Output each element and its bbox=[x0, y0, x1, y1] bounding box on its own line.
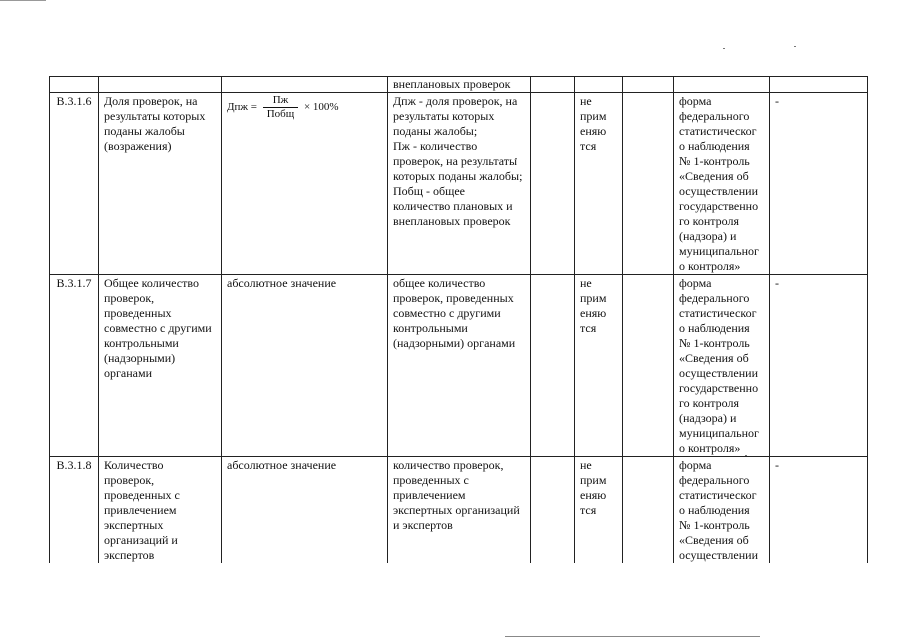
formula-fraction bbox=[263, 94, 299, 121]
cell-code bbox=[50, 77, 99, 93]
cell-code: В.3.1.8 bbox=[50, 457, 99, 564]
cell-empty bbox=[531, 457, 575, 564]
cell-note: - bbox=[770, 457, 868, 564]
table-row bbox=[50, 275, 868, 457]
cell-applicability: не прим еняю тся bbox=[575, 275, 623, 457]
formula-numerator: Пж bbox=[263, 94, 299, 108]
cell-empty bbox=[531, 275, 575, 457]
scan-artifact-line bbox=[0, 0, 46, 1]
cell-empty bbox=[623, 457, 674, 564]
cell-source bbox=[674, 77, 770, 93]
cell-empty bbox=[531, 93, 575, 275]
cell-name: Доля проверок, на результаты которых поданы жалобы (возражения) bbox=[99, 93, 222, 275]
formula-denominator: Побщ bbox=[266, 108, 295, 120]
cell-measure: абсолютное значение bbox=[222, 457, 388, 564]
cell-source: форма федерального статистическог о наблюдения № 1-контроль «Сведения об осуществлении bbox=[674, 457, 770, 564]
cell-measure: абсолютное значение bbox=[222, 275, 388, 457]
cell-applicability: не прим еняю тся bbox=[575, 93, 623, 275]
cell-definition: Дпж - доля проверок, на результаты которых поданы жалобы; Пж - количество проверок, на результаты которых поданы жалобы; Побщ - общее количество плановых и внеплановых проверок bbox=[388, 93, 531, 275]
cell-definition: внеплановых проверок bbox=[388, 77, 531, 93]
table-row-continuation bbox=[50, 77, 868, 93]
formula-multiplier: × 100% bbox=[303, 101, 339, 113]
cell-empty bbox=[531, 77, 575, 93]
cell-note bbox=[770, 77, 868, 93]
table-row bbox=[50, 93, 868, 275]
cell-formula bbox=[222, 77, 388, 93]
scan-speck bbox=[723, 48, 725, 49]
cell-name bbox=[99, 77, 222, 93]
cell-empty bbox=[623, 275, 674, 457]
cell-source: форма федерального статистическог о наблюдения № 1-контроль «Сведения об осуществлении государственно го контроля (надзора) и муниципальног о контроля» bbox=[674, 275, 770, 457]
cell-note: - bbox=[770, 93, 868, 275]
cell-formula bbox=[222, 93, 388, 275]
cell-note: - bbox=[770, 275, 868, 457]
cell-code: В.3.1.6 bbox=[50, 93, 99, 275]
table-row bbox=[50, 457, 868, 564]
cell-name: Количество проверок, проведенных с привлечением экспертных организаций и экспертов bbox=[99, 457, 222, 564]
cell-applicability bbox=[575, 77, 623, 93]
cell-name: Общее количество проверок, проведенных совместно с другими контрольными (надзорными) органами bbox=[99, 275, 222, 457]
cell-definition: количество проверок, проведенных с привлечением экспертных организаций и экспертов bbox=[388, 457, 531, 564]
cell-empty bbox=[623, 93, 674, 275]
cell-applicability: не прим еняю тся bbox=[575, 457, 623, 564]
indicators-table bbox=[49, 76, 868, 563]
scan-speck bbox=[794, 46, 796, 47]
cell-source: форма федерального статистическог о наблюдения № 1-контроль «Сведения об осуществлении государственно го контроля (надзора) и муниципальног о контроля» bbox=[674, 93, 770, 275]
cell-code: В.3.1.7 bbox=[50, 275, 99, 457]
cell-definition: общее количество проверок, проведенных совместно с другими контрольными (надзорными) органами bbox=[388, 275, 531, 457]
scan-artifact-line bbox=[505, 636, 760, 637]
cell-empty bbox=[623, 77, 674, 93]
formula-lhs: Дпж = bbox=[227, 101, 257, 113]
